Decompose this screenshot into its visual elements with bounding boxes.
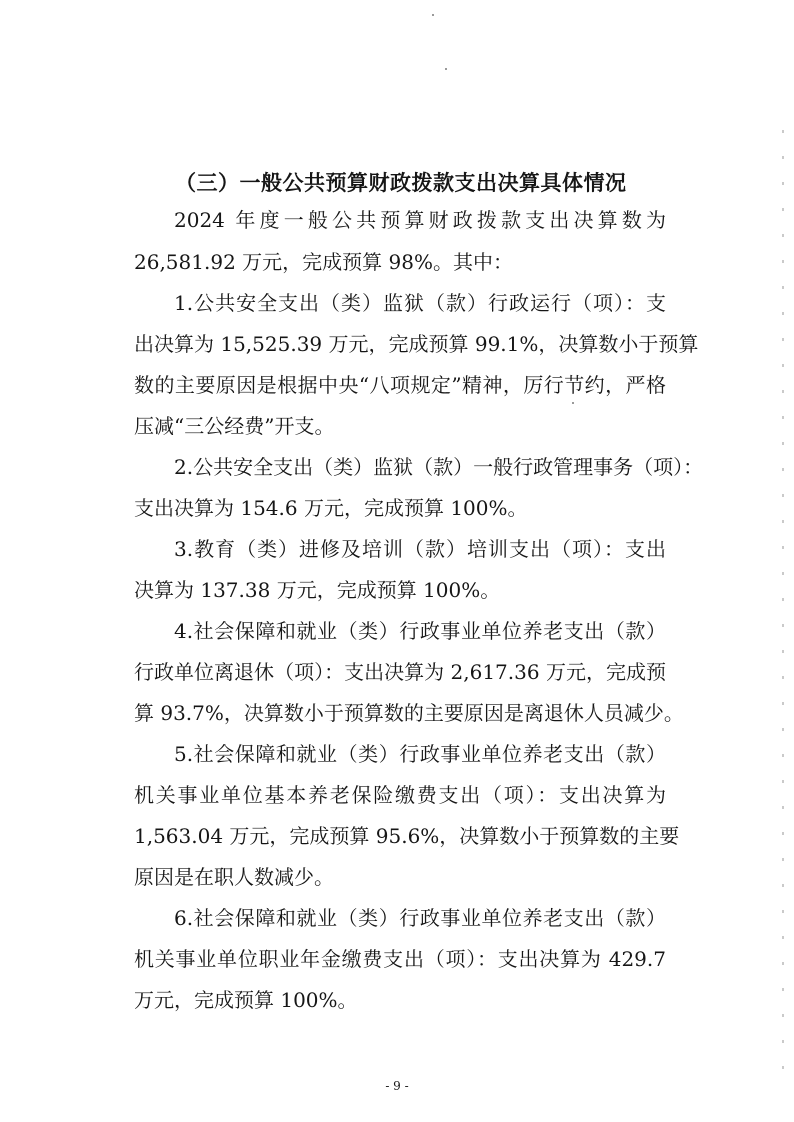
paragraph-line: 万元，完成预算 100%。	[134, 988, 358, 1012]
paragraph-line: 决算为 137.38 万元，完成预算 100%。	[134, 578, 501, 602]
paragraph-line: 3.教育（类）进修及培训（款）培训支出（项）：支出	[174, 537, 666, 561]
paragraph-line: 出决算为 15,525.39 万元，完成预算 99.1%，决算数小于预算	[134, 332, 699, 356]
scan-speck	[445, 68, 447, 70]
paragraph-line: 6.社会保障和就业（类）行政事业单位养老支出（款）	[174, 906, 666, 930]
paragraph-line: 5.社会保障和就业（类）行政事业单位养老支出（款）	[174, 742, 666, 766]
paragraph-line: 支出决算为 154.6 万元，完成预算 100%。	[134, 496, 528, 520]
paragraph-line: 行政单位离退休（项）：支出决算为 2,617.36 万元，完成预	[134, 660, 666, 684]
paragraph-line: 2.公共安全支出（类）监狱（款）一般行政管理事务（项）：	[174, 455, 704, 479]
paragraph-line: 原因是在职人数减少。	[134, 865, 334, 889]
paragraph-line: 2024 年度一般公共预算财政拨款支出决算数为	[174, 208, 666, 232]
scan-speck	[572, 402, 574, 404]
scan-edge-marks	[782, 130, 784, 1090]
section-heading: （三）一般公共预算财政拨款支出决算具体情况	[175, 170, 627, 195]
paragraph-line: 机关事业单位基本养老保险缴费支出（项）：支出决算为	[134, 783, 666, 807]
page-number: - 9 -	[385, 1079, 409, 1093]
paragraph-line: 数的主要原因是根据中央“八项规定”精神，厉行节约，严格	[134, 373, 666, 397]
scan-speck	[432, 14, 434, 16]
paragraph-line: 机关事业单位职业年金缴费支出（项）：支出决算为 429.7	[134, 947, 666, 971]
paragraph-line: 压减“三公经费”开支。	[134, 414, 335, 438]
paragraph-line: 4.社会保障和就业（类）行政事业单位养老支出（款）	[174, 619, 666, 643]
paragraph-line: 算 93.7%，决算数小于预算数的主要原因是离退休人员减少。	[134, 701, 684, 725]
paragraph-line: 1.公共安全支出（类）监狱（款）行政运行（项）：支	[174, 291, 666, 315]
paragraph-line: 1,563.04 万元，完成预算 95.6%，决算数小于预算数的主要	[134, 824, 680, 848]
paragraph-line: 26,581.92 万元，完成预算 98%。其中：	[134, 250, 513, 274]
